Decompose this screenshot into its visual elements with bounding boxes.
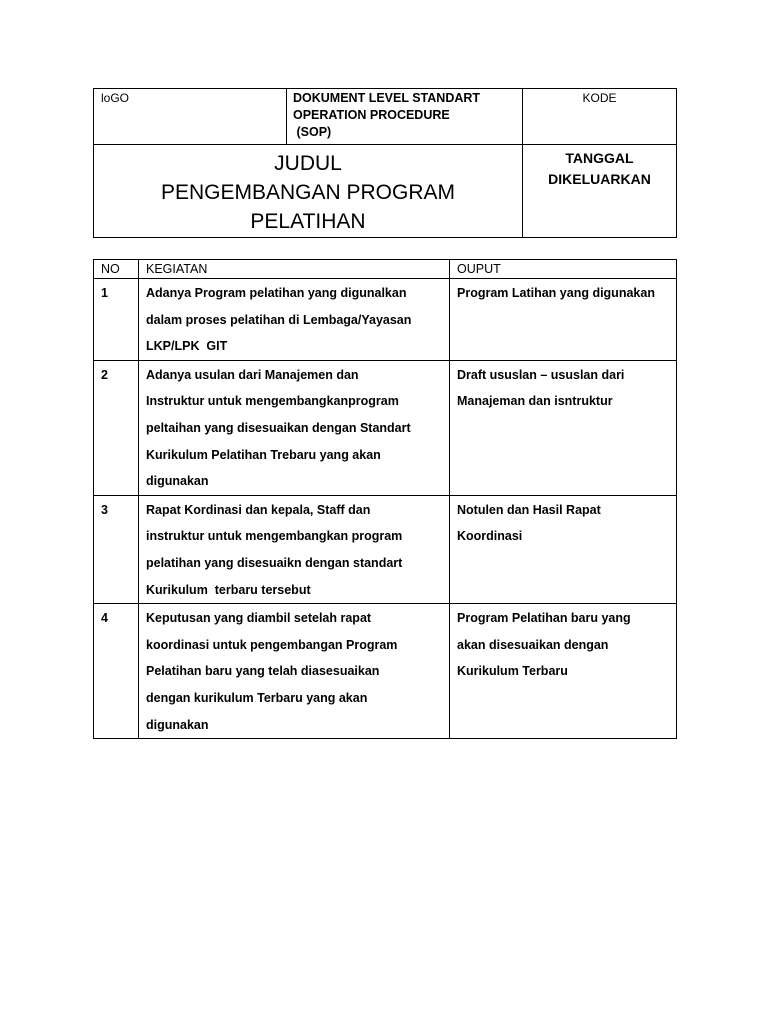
document-level-line: OPERATION PROCEDURE — [293, 108, 450, 122]
text-line: Pelatihan baru yang telah diasesuaikan — [146, 664, 380, 679]
row-number: 2 — [94, 360, 139, 495]
text-line: Notulen dan Hasil Rapat — [457, 502, 601, 517]
text-line: Rapat Kordinasi dan kepala, Staff dan — [146, 502, 371, 517]
document-level-cell — [287, 89, 523, 145]
output-cell — [450, 279, 677, 361]
activity-cell — [139, 360, 450, 495]
activity-cell — [139, 279, 450, 361]
title-line: PENGEMBANGAN PROGRAM — [160, 181, 456, 204]
column-header-no: NO — [94, 260, 139, 279]
text-line: dengan kurikulum Terbaru yang akan — [146, 690, 368, 705]
text-line: dalam proses pelatihan di Lembaga/Yayasan — [146, 312, 412, 327]
output-cell — [450, 495, 677, 603]
activity-cell — [139, 604, 450, 739]
issue-date-line: TANGGAL — [565, 150, 634, 166]
table-row — [94, 360, 677, 495]
text-line: Adanya Program pelatihan yang digunalkan — [146, 286, 407, 300]
issue-date-line: DIKELUARKAN — [548, 171, 651, 187]
text-line: digunakan — [146, 474, 209, 489]
output-cell — [450, 604, 677, 739]
row-number: 1 — [94, 279, 139, 361]
title-line: JUDUL — [274, 152, 342, 175]
text-line: Draft ususlan – ususlan dari — [457, 367, 625, 382]
document-level-line: DOKUMENT LEVEL STANDART — [293, 91, 481, 105]
text-line: Kurikulum Pelatihan Trebaru yang akan — [146, 447, 381, 462]
text-line: Kurikulum Terbaru — [457, 664, 568, 679]
text-line: Kurikulum terbaru tersebut — [146, 582, 311, 597]
table-row — [94, 604, 677, 739]
text-line: Keputusan yang diambil setelah rapat — [146, 611, 372, 626]
text-line: Koordinasi — [457, 529, 523, 544]
document-level-line: (SOP) — [293, 125, 332, 139]
table-row — [94, 279, 677, 361]
text-line: Instruktur untuk mengembangkanprogram — [146, 394, 399, 409]
text-line: koordinasi untuk pengembangan Program — [146, 637, 398, 652]
text-line: akan disesuaikan dengan — [457, 637, 609, 652]
output-cell — [450, 360, 677, 495]
text-line: Program Latihan yang digunakan — [457, 286, 655, 300]
text-line: LKP/LPK GIT — [146, 339, 228, 354]
column-header-output: OUPUT — [450, 260, 677, 279]
activity-cell — [139, 495, 450, 603]
text-line: Manajeman dan isntruktur — [457, 394, 613, 409]
text-line: Adanya usulan dari Manajemen dan — [146, 367, 359, 382]
activity-table — [93, 259, 677, 739]
table-header-row — [94, 260, 677, 279]
text-line: Program Pelatihan baru yang — [457, 611, 631, 626]
document-title-cell — [94, 145, 523, 238]
row-number: 3 — [94, 495, 139, 603]
logo-placeholder: loGO — [94, 89, 287, 145]
row-number: 4 — [94, 604, 139, 739]
sop-header-table — [93, 88, 677, 238]
text-line: peltaihan yang disesuaikan dengan Standart — [146, 420, 411, 435]
issue-date-cell — [523, 145, 677, 238]
text-line: pelatihan yang disesuaikn dengan standart — [146, 555, 403, 570]
kode-label: KODE — [523, 89, 677, 145]
text-line: instruktur untuk mengembangkan program — [146, 529, 403, 544]
text-line: digunakan — [146, 717, 209, 732]
column-header-kegiatan: KEGIATAN — [139, 260, 450, 279]
title-line: PELATIHAN — [250, 210, 366, 233]
table-row — [94, 495, 677, 603]
